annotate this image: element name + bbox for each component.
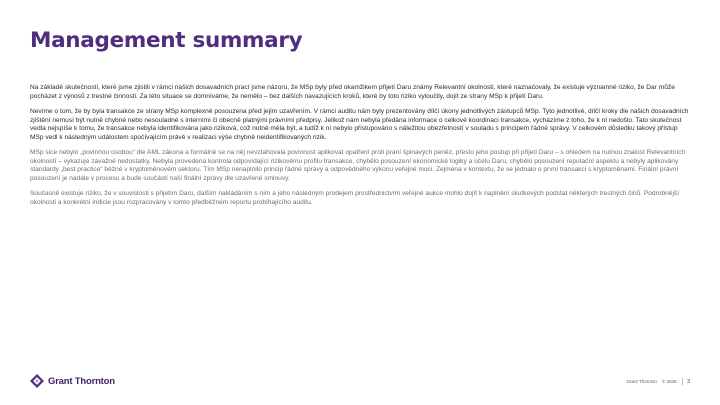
footer-company: Grant Thornton	[626, 379, 657, 384]
grant-thornton-logo-icon	[30, 374, 44, 388]
brand-logo	[30, 374, 115, 388]
summary-paragraph-2: Nevíme o tom, že by byla transakce ze strany MSp komplexně posouzena před jejím uzavřením. V rámci auditu nám byly prezentovány dílčí úkony jednotlivých zástupců MSp. Tyto jednotlivé, dílčí kroky dle našich dosavadních zjištění nemusí být nutně chybné nebo nesouladné s interními či obecně platnými právními předpisy. Jelikož nám nebyla předána informace o celkové koordinaci transakce, vycházíme z toho, že k ní nedošlo. Tato skutečnost vedla nejspíše k tomu, že transakce nebyla identifikována jako riziková, což nutně měla být, a tudíž k ní nebylo přistupováno s náležitou obezřetností v souladu s principem řádné správy. V celkovém důsledku takový přístup MSp vedl k následným událostem spočívajícím právě v realizaci výše chybně neidentifikovaných rizik.	[30, 108, 689, 141]
brand-name: Grant Thornton	[48, 375, 115, 387]
page-number: 3	[687, 378, 690, 385]
footer-copyright: © 2025	[661, 379, 677, 384]
summary-paragraph-4: Současně existuje riziko, že v souvislosti s přijetím Daru, dalším nakládáním s ním a jeho následným prodejem prostřednictvím veřejné aukce mohlo dojít k naplnění skutkových podstat některých trestných činů. Podrobnější okolnosti a konkrétní indicie jsou rozpracovány v tomto předběžném reportu probíhajícího auditu.	[30, 190, 680, 206]
slide-title: Management summary	[30, 28, 303, 53]
footer-meta	[627, 378, 691, 385]
footer-divider	[682, 378, 683, 385]
summary-body	[30, 84, 692, 214]
summary-paragraph-1: Na základě skutečností, které jsme zjistili v rámci našich dosavadních prací jsme názoru, že MSp byly před okamžikem přijetí Daru známy Relevantní okolnosti, které naznačovaly, že existuje významné riziko, že Dar může pocházet z výnosů z trestné činnosti. Za této situace se domníváme, že nemělo – bez dalších navazujících kroků, které by toto riziko vyloučily, dojít ze strany MSp k přijetí Daru.	[30, 84, 675, 100]
summary-paragraph-3: MSp sice nebylo „povinnou osobou“ dle AML zákona a formálně se na něj nevztahovala povinnost aplikovat opatření proti praní špinavých peněz, přesto jeho postup při přijetí Daru – s ohledem na nutnou znalost Relevantních okolností – vykazuje závažné nedostatky. Nebyla provedena kontrola odpovídající rizikovému profilu transakce, chybělo posouzení ekonomické logiky a účelu Daru, chybělo posouzení reputační aspektu a nebyly aplikovány standardy „best practice“ běžné v kryptoměnovém sektoru. Tím MSp nenaplnilo princip řádné správy a odpovědného výkonu veřejné moci. Zejména v kontextu, že se jednalo o první transakci s kryptoměnami. Finální právní posouzení je nadále v procesu a bude součástí naší finální zprávy dle uzavřené smlouvy.	[30, 149, 686, 182]
